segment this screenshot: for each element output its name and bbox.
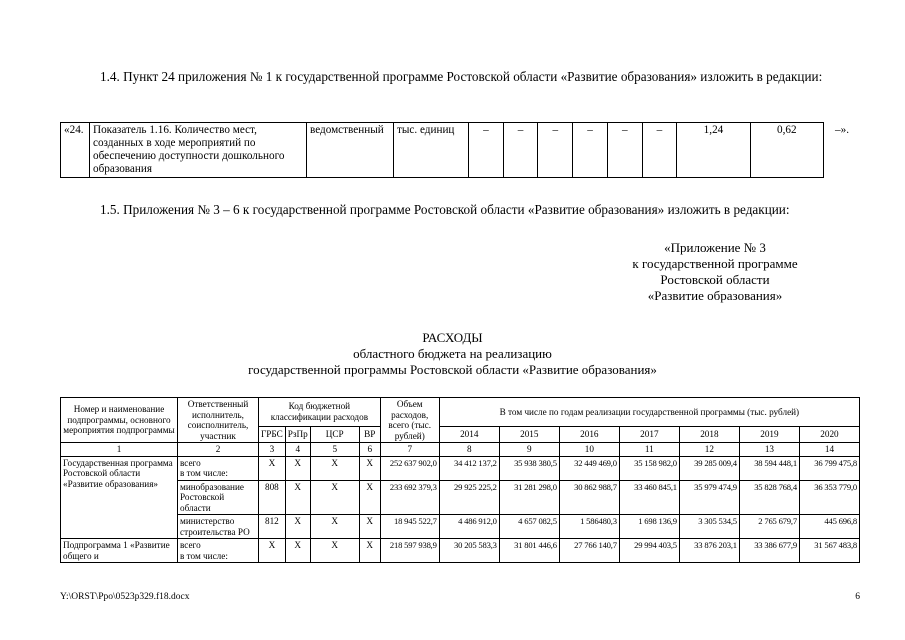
column-number: 6 bbox=[359, 443, 380, 457]
appendix-line: «Приложение № 3 bbox=[664, 240, 766, 255]
value-year: 34 412 137,2 bbox=[439, 456, 499, 480]
indicator-dash: – bbox=[607, 123, 642, 178]
indicator-name: Показатель 1.16. Количество мест, созданных в ходе мероприятий по обеспечению доступности дошкольного образования bbox=[90, 123, 307, 178]
value-year: 38 594 448,1 bbox=[739, 456, 799, 480]
header-years: В том числе по годам реализации государственной программы (тыс. рублей) bbox=[439, 398, 859, 427]
header-row bbox=[61, 398, 860, 427]
header-volume: Объем расходов, всего (тыс. рублей) bbox=[380, 398, 439, 443]
indicator-dash: – bbox=[642, 123, 677, 178]
indicator-dash: – bbox=[538, 123, 573, 178]
rzpr: X bbox=[285, 539, 310, 563]
title-line: государственной программы Ростовской области «Развитие образования» bbox=[248, 362, 657, 377]
column-number: 10 bbox=[559, 443, 619, 457]
expenses-table bbox=[60, 397, 860, 563]
column-number: 12 bbox=[679, 443, 739, 457]
value-year: 33 460 845,1 bbox=[619, 480, 679, 515]
value-year: 4 657 082,5 bbox=[499, 515, 559, 539]
header-year: 2014 bbox=[439, 426, 499, 442]
header-year: 2017 bbox=[619, 426, 679, 442]
vr: X bbox=[359, 515, 380, 539]
header-year: 2015 bbox=[499, 426, 559, 442]
value-total: 252 637 902,0 bbox=[380, 456, 439, 480]
header-year: 2018 bbox=[679, 426, 739, 442]
indicator-value-2019: 1,24 bbox=[677, 123, 750, 178]
value-year: 33 876 203,1 bbox=[679, 539, 739, 563]
value-year: 39 285 009,4 bbox=[679, 456, 739, 480]
value-year: 29 925 225,2 bbox=[439, 480, 499, 515]
executor: минобразование Ростовской области bbox=[178, 480, 259, 515]
title-line: РАСХОДЫ bbox=[422, 330, 483, 345]
header-csr: ЦСР bbox=[310, 426, 359, 442]
value-year: 33 386 677,9 bbox=[739, 539, 799, 563]
column-number: 2 bbox=[178, 443, 259, 457]
value-year: 35 979 474,9 bbox=[679, 480, 739, 515]
paragraph-1-5 bbox=[60, 201, 860, 218]
value-total: 233 692 379,3 bbox=[380, 480, 439, 515]
table-row bbox=[61, 539, 860, 563]
table-row bbox=[61, 123, 861, 178]
indicator-number: «24. bbox=[61, 123, 90, 178]
grbs: X bbox=[259, 456, 286, 480]
page-number: 6 bbox=[855, 592, 860, 602]
executor: всего в том числе: bbox=[178, 539, 259, 563]
csr: X bbox=[310, 515, 359, 539]
value-year: 35 828 768,4 bbox=[739, 480, 799, 515]
value-year: 36 799 475,8 bbox=[799, 456, 859, 480]
column-number: 1 bbox=[61, 443, 178, 457]
header-code: Код бюджетной классификации расходов bbox=[259, 398, 381, 427]
value-year: 1 586480,3 bbox=[559, 515, 619, 539]
indicator-type: ведомственный bbox=[307, 123, 394, 178]
header-rzpr: РзПр bbox=[285, 426, 310, 442]
grbs: X bbox=[259, 539, 286, 563]
column-number: 13 bbox=[739, 443, 799, 457]
indicator-table bbox=[60, 122, 860, 178]
indicator-dash: – bbox=[503, 123, 538, 178]
column-number: 4 bbox=[285, 443, 310, 457]
value-year: 31 567 483,8 bbox=[799, 539, 859, 563]
table-row bbox=[61, 480, 860, 515]
indicator-end: –». bbox=[835, 123, 849, 136]
value-year: 32 449 469,0 bbox=[559, 456, 619, 480]
value-year: 30 205 583,3 bbox=[439, 539, 499, 563]
rzpr: X bbox=[285, 480, 310, 515]
value-year: 35 938 380,5 bbox=[499, 456, 559, 480]
header-year: 2019 bbox=[739, 426, 799, 442]
value-total: 218 597 938,9 bbox=[380, 539, 439, 563]
grbs: 812 bbox=[259, 515, 286, 539]
appendix-line: «Развитие образования» bbox=[647, 288, 783, 303]
value-year: 31 281 298,0 bbox=[499, 480, 559, 515]
value-total: 18 945 522,7 bbox=[380, 515, 439, 539]
value-year: 4 486 912,0 bbox=[439, 515, 499, 539]
csr: X bbox=[310, 480, 359, 515]
column-number: 3 bbox=[259, 443, 286, 457]
vr: X bbox=[359, 539, 380, 563]
header-grbs: ГРБС bbox=[259, 426, 286, 442]
indicator-unit: тыс. единиц bbox=[394, 123, 469, 178]
value-year: 445 696,8 bbox=[799, 515, 859, 539]
value-year: 2 765 679,7 bbox=[739, 515, 799, 539]
table-row bbox=[61, 456, 860, 480]
column-number: 5 bbox=[310, 443, 359, 457]
header-year: 2016 bbox=[559, 426, 619, 442]
column-number: 14 bbox=[799, 443, 859, 457]
column-number: 9 bbox=[499, 443, 559, 457]
csr: X bbox=[310, 456, 359, 480]
paragraph-1-4 bbox=[60, 68, 860, 85]
column-number: 7 bbox=[380, 443, 439, 457]
file-path: Y:\ORST\Ppo\0523p329.f18.docx bbox=[60, 592, 190, 602]
paragraph-1-4-text: 1.4. Пункт 24 приложения № 1 к государственной программе Ростовской области «Развитие образования» изложить в редакции: bbox=[100, 69, 823, 84]
indicator-dash: – bbox=[469, 123, 504, 178]
column-number: 8 bbox=[439, 443, 499, 457]
rzpr: X bbox=[285, 515, 310, 539]
header-executor: Ответственный исполнитель, соисполнитель, участник bbox=[178, 398, 259, 443]
program-name: Государственная программа Ростовской области «Развитие образования» bbox=[61, 456, 178, 539]
appendix-line: Ростовской области bbox=[660, 272, 770, 287]
value-year: 27 766 140,7 bbox=[559, 539, 619, 563]
grbs: 808 bbox=[259, 480, 286, 515]
value-year: 3 305 534,5 bbox=[679, 515, 739, 539]
value-year: 30 862 988,7 bbox=[559, 480, 619, 515]
appendix-line: к государственной программе bbox=[632, 256, 798, 271]
column-number-row bbox=[61, 443, 860, 457]
executor: всего в том числе: bbox=[178, 456, 259, 480]
indicator-dash: – bbox=[573, 123, 608, 178]
executor: министерство строительства РО bbox=[178, 515, 259, 539]
value-year: 1 698 136,9 bbox=[619, 515, 679, 539]
subprogram-name: Подпрограмма 1 «Развитие общего и bbox=[61, 539, 178, 563]
header-year: 2020 bbox=[799, 426, 859, 442]
document-title bbox=[0, 330, 905, 378]
vr: X bbox=[359, 456, 380, 480]
header-name: Номер и наименование подпрограммы, основного мероприятия подпрограммы bbox=[61, 398, 178, 443]
column-number: 11 bbox=[619, 443, 679, 457]
title-line: областного бюджета на реализацию bbox=[353, 346, 552, 361]
value-year: 29 994 403,5 bbox=[619, 539, 679, 563]
rzpr: X bbox=[285, 456, 310, 480]
indicator-value-2020: 0,62 bbox=[750, 123, 823, 178]
table-row bbox=[61, 515, 860, 539]
appendix-header bbox=[585, 240, 845, 304]
paragraph-1-5-text: 1.5. Приложения № 3 – 6 к государственной программе Ростовской области «Развитие образования» изложить в редакции: bbox=[100, 202, 790, 217]
csr: X bbox=[310, 539, 359, 563]
value-year: 35 158 982,0 bbox=[619, 456, 679, 480]
value-year: 31 801 446,6 bbox=[499, 539, 559, 563]
vr: X bbox=[359, 480, 380, 515]
header-vr: ВР bbox=[359, 426, 380, 442]
value-year: 36 353 779,0 bbox=[799, 480, 859, 515]
page-footer bbox=[60, 592, 860, 602]
